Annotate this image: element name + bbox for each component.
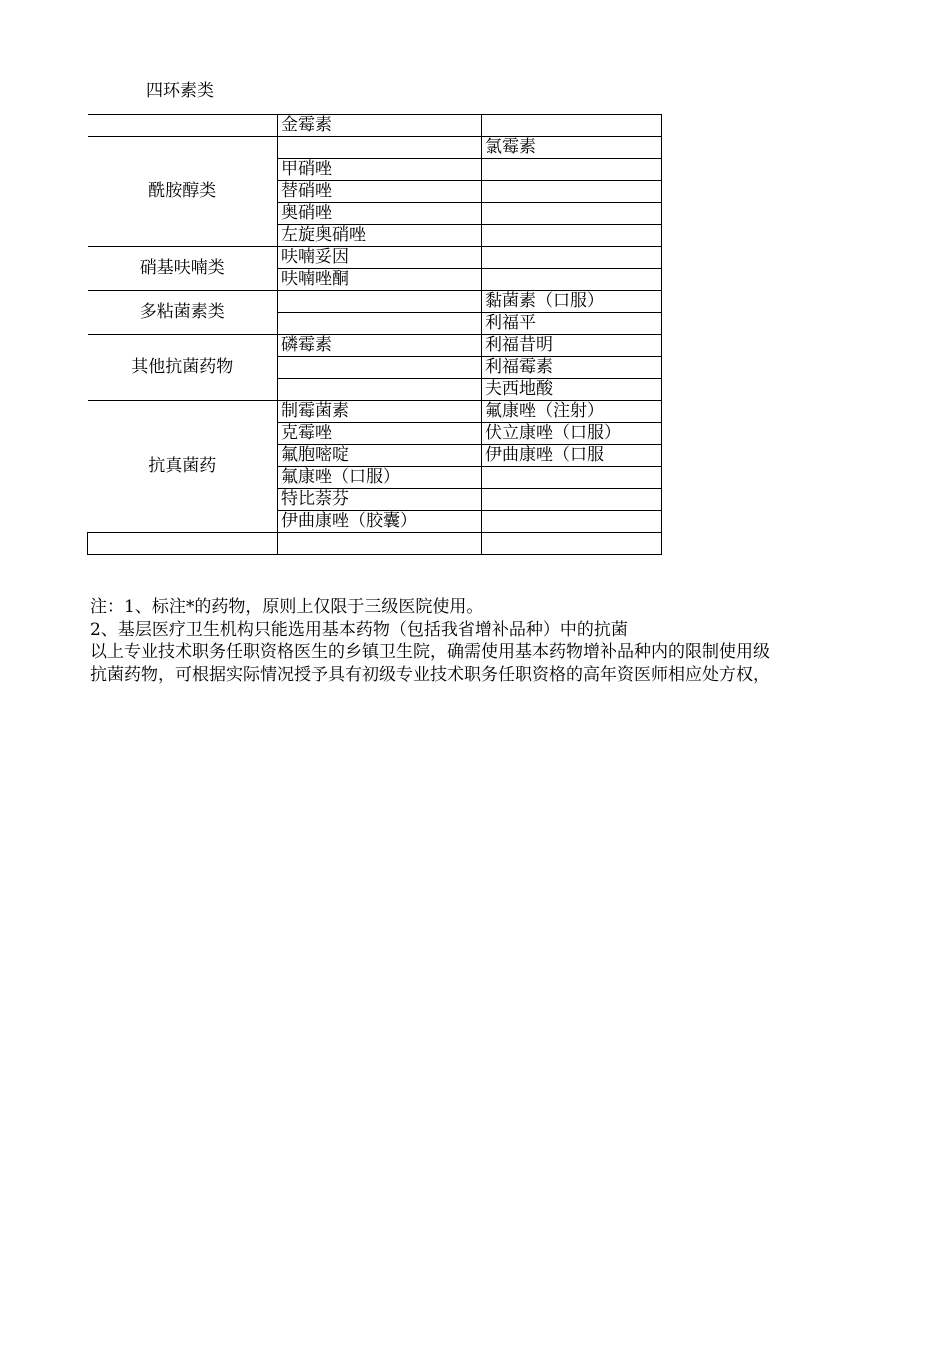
drug-cell bbox=[482, 181, 662, 203]
table-row bbox=[88, 115, 662, 137]
drug-cell: 制霉菌素 bbox=[278, 401, 482, 423]
category-cell: 抗真菌药 bbox=[88, 401, 278, 533]
drug-cell bbox=[278, 137, 482, 159]
table-row bbox=[88, 335, 662, 357]
category-cell bbox=[88, 115, 278, 137]
drug-cell bbox=[482, 159, 662, 181]
drug-cell bbox=[278, 533, 482, 555]
note-line: 以上专业技术职务任职资格医生的乡镇卫生院，确需使用基本药物增补品种内的限制使用级 bbox=[90, 642, 770, 662]
drug-cell: 利福霉素 bbox=[482, 357, 662, 379]
drug-cell bbox=[482, 489, 662, 511]
drug-cell bbox=[278, 291, 482, 313]
drug-cell: 利福平 bbox=[482, 313, 662, 335]
section-label: 四环素类 bbox=[146, 81, 214, 101]
note-line: 抗菌药物，可根据实际情况授予具有初级专业技术职务任职资格的高年资医师相应处方权， bbox=[90, 664, 770, 685]
footnotes bbox=[90, 596, 890, 686]
drug-cell bbox=[482, 203, 662, 225]
drug-cell bbox=[278, 379, 482, 401]
drug-cell: 伊曲康唑（胶囊） bbox=[278, 511, 482, 533]
table-row bbox=[88, 137, 662, 159]
note-line: 2、基层医疗卫生机构只能选用基本药物（包括我省增补品种）中的抗菌 bbox=[90, 619, 628, 640]
note-line: 注：1、标注*的药物，原则上仅限于三级医院使用。 bbox=[90, 597, 484, 617]
drug-cell: 夫西地酸 bbox=[482, 379, 662, 401]
drug-cell: 特比萘芬 bbox=[278, 489, 482, 511]
drug-cell: 利福昔明 bbox=[482, 335, 662, 357]
drug-cell: 磷霉素 bbox=[278, 335, 482, 357]
drug-cell: 甲硝唑 bbox=[278, 159, 482, 181]
drug-cell: 克霉唑 bbox=[278, 423, 482, 445]
table-row bbox=[88, 533, 662, 555]
drug-cell: 黏菌素（口服） bbox=[482, 291, 662, 313]
drug-cell: 奥硝唑 bbox=[278, 203, 482, 225]
drug-cell: 左旋奥硝唑 bbox=[278, 225, 482, 247]
drug-cell: 氯霉素 bbox=[482, 137, 662, 159]
table-row bbox=[88, 247, 662, 269]
drug-cell: 氟胞嘧啶 bbox=[278, 445, 482, 467]
drug-cell: 金霉素 bbox=[278, 115, 482, 137]
drug-cell: 伊曲康唑（口服 bbox=[482, 445, 662, 467]
category-cell: 其他抗菌药物 bbox=[88, 335, 278, 401]
drug-cell bbox=[482, 511, 662, 533]
drug-cell bbox=[482, 467, 662, 489]
drug-cell bbox=[482, 533, 662, 555]
drug-cell bbox=[482, 269, 662, 291]
table-row bbox=[88, 291, 662, 313]
drug-cell bbox=[278, 313, 482, 335]
drug-cell: 替硝唑 bbox=[278, 181, 482, 203]
category-cell bbox=[88, 533, 278, 555]
category-cell: 酰胺醇类 bbox=[88, 137, 278, 247]
drug-cell bbox=[482, 115, 662, 137]
drug-cell: 氟康唑（口服） bbox=[278, 467, 482, 489]
antibiotic-table bbox=[87, 114, 662, 555]
drug-cell bbox=[482, 225, 662, 247]
drug-cell bbox=[278, 357, 482, 379]
category-cell: 多粘菌素类 bbox=[88, 291, 278, 335]
drug-cell: 呋喃唑酮 bbox=[278, 269, 482, 291]
drug-cell: 呋喃妥因 bbox=[278, 247, 482, 269]
category-cell: 硝基呋喃类 bbox=[88, 247, 278, 291]
drug-cell: 氟康唑（注射） bbox=[482, 401, 662, 423]
drug-cell bbox=[482, 247, 662, 269]
table-row bbox=[88, 401, 662, 423]
drug-cell: 伏立康唑（口服） bbox=[482, 423, 662, 445]
